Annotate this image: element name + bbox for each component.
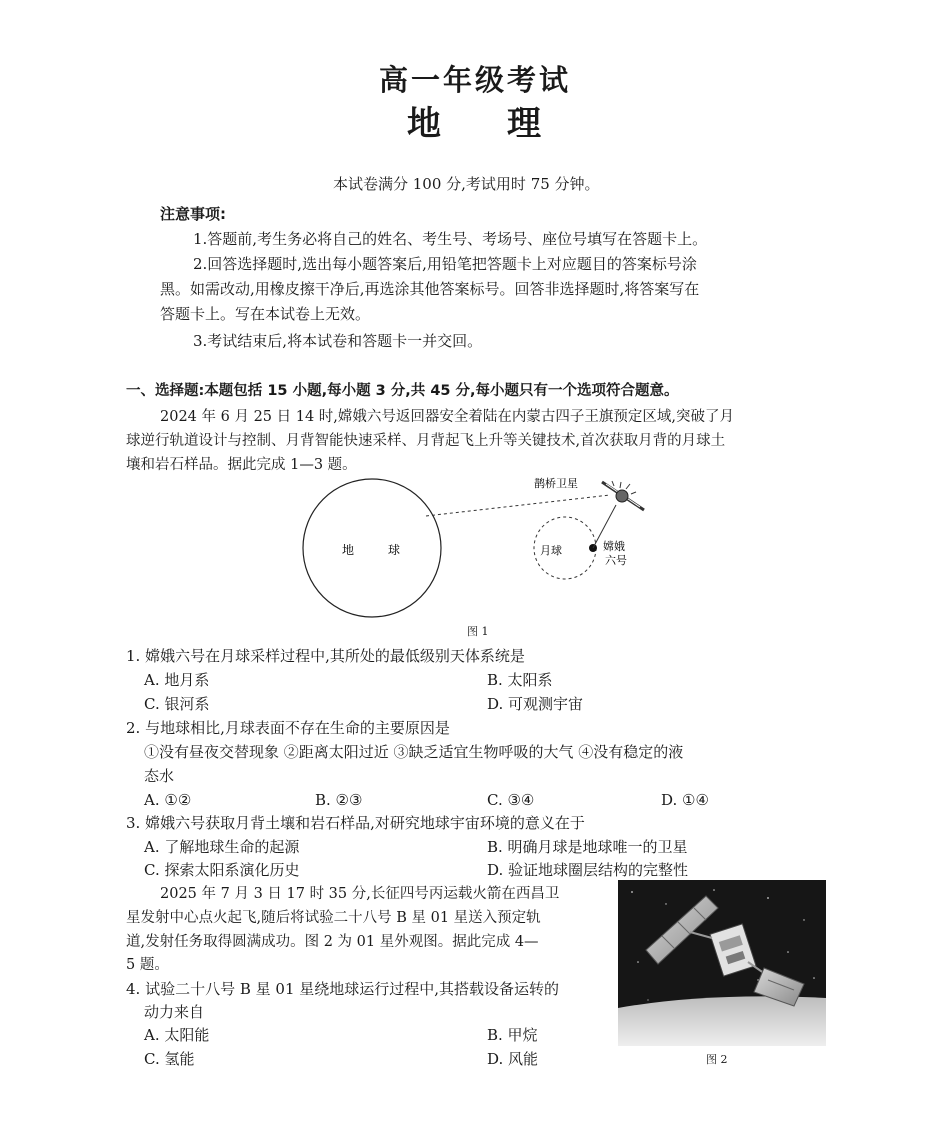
probe-label-1: 嫦娥 <box>603 540 625 553</box>
subject-char-2: 理 <box>507 104 543 144</box>
passage2-line-1: 2025 年 7 月 3 日 17 时 35 分,长征四号丙运载火箭在西昌卫 <box>160 886 560 902</box>
figure2-caption: 图 2 <box>706 1053 728 1066</box>
q3-option-b: B. 明确月球是地球唯一的卫星 <box>487 838 688 856</box>
passage1-line-3: 壤和岩石样品。据此完成 1—3 题。 <box>126 457 357 473</box>
q1-stem: 1. 嫦娥六号在月球采样过程中,其所处的最低级别天体系统是 <box>126 647 525 665</box>
q2-stem: 2. 与地球相比,月球表面不存在生命的主要原因是 <box>126 719 450 737</box>
q4-option-d: D. 风能 <box>487 1050 539 1068</box>
passage1-line-2: 球逆行轨道设计与控制、月背智能快速采样、月背起飞上升等关键技术,首次获取月背的月球土 <box>126 433 726 449</box>
subject-char-1: 地 <box>407 104 443 144</box>
q2-option-a: A. ①② <box>144 791 192 809</box>
figure1-caption: 图 1 <box>467 625 489 638</box>
earth-circle <box>303 479 441 617</box>
probe-label-2: 六号 <box>605 554 627 567</box>
figure2-satellite-image <box>618 880 826 1046</box>
notice-line-5: 3.考试结束后,将本试卷和答题卡一并交回。 <box>193 332 483 350</box>
notice-line-3: 黑。如需改动,用橡皮擦干净后,再选涂其他答案标号。回答非选择题时,将答案写在 <box>160 280 700 298</box>
figure1-diagram <box>290 470 670 620</box>
q2-items-line-1: ①没有昼夜交替现象 ②距离太阳过近 ③缺乏适宜生物呼吸的大气 ④没有稳定的液 <box>144 743 684 761</box>
q4-option-b: B. 甲烷 <box>487 1026 538 1044</box>
q4-option-c: C. 氢能 <box>144 1050 195 1068</box>
q4-stem-line-1: 4. 试验二十八号 B 星 01 星绕地球运行过程中,其搭载设备运转的 <box>126 980 560 998</box>
exam-info: 本试卷满分 100 分,考试用时 75 分钟。 <box>333 175 600 193</box>
earth-satellite-link <box>426 495 610 516</box>
earth-label-2: 球 <box>388 543 401 557</box>
notice-line-4: 答题卡上。写在本试卷上无效。 <box>160 305 371 323</box>
q3-option-d: D. 验证地球圈层结构的完整性 <box>487 861 689 879</box>
passage2-line-4: 5 题。 <box>126 957 169 973</box>
notice-line-1: 1.答题前,考生务必将自己的姓名、考生号、考场号、座位号填写在答题卡上。 <box>193 230 708 248</box>
passage2-line-2: 星发射中心点火起飞,随后将试验二十八号 B 星 01 星送入预定轨 <box>126 910 541 926</box>
satellite-label: 鹊桥卫星 <box>534 477 578 490</box>
notice-heading: 注意事项: <box>160 205 226 223</box>
exam-title: 高一年级考试 <box>378 63 571 97</box>
moon-label: 月球 <box>540 544 562 557</box>
q3-option-c: C. 探索太阳系演化历史 <box>144 861 300 879</box>
q3-option-a: A. 了解地球生命的起源 <box>144 838 300 856</box>
section-heading: 一、选择题:本题包括 15 小题,每小题 3 分,共 45 分,每小题只有一个选项符合题意。 <box>126 383 679 399</box>
q1-option-c: C. 银河系 <box>144 695 210 713</box>
q3-stem: 3. 嫦娥六号获取月背土壤和岩石样品,对研究地球宇宙环境的意义在于 <box>126 814 585 832</box>
q2-option-c: C. ③④ <box>487 791 535 809</box>
q2-option-b: B. ②③ <box>315 791 363 809</box>
q4-stem-line-2: 动力来自 <box>144 1003 205 1021</box>
notice-line-2: 2.回答选择题时,选出每小题答案后,用铅笔把答题卡上对应题目的答案标号涂 <box>193 255 697 273</box>
earth-label-1: 地 <box>342 543 355 557</box>
passage1-line-1: 2024 年 6 月 25 日 14 时,嫦娥六号返回器安全着陆在内蒙古四子王旗预定区域,突破了月 <box>160 409 735 425</box>
q1-option-b: B. 太阳系 <box>487 671 553 689</box>
passage2-line-3: 道,发射任务取得圆满成功。图 2 为 01 星外观图。据此完成 4— <box>126 934 539 950</box>
q2-option-d: D. ①④ <box>661 791 709 809</box>
relay-satellite-icon <box>602 481 644 510</box>
q4-option-a: A. 太阳能 <box>144 1026 210 1044</box>
subject-title <box>0 96 950 145</box>
q2-items-line-2: 态水 <box>144 767 175 785</box>
q1-option-d: D. 可观测宇宙 <box>487 695 584 713</box>
q1-option-a: A. 地月系 <box>144 671 210 689</box>
